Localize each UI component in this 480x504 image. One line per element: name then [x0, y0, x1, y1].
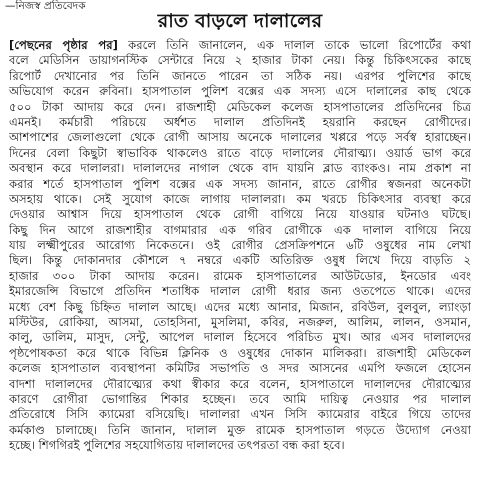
- article-line: প্রতিরোধে সিসি ক্যামেরা বসিয়েছি। দালালরা এখন সিসি ক্যামেরার বাইরে গিয়ে তাদের: [9, 407, 471, 422]
- article-line: অভিযোগ করেন রুবিনা। হাসপাতাল পুলিশ বক্সের এক সদস্য এসে দালালের কাছ থেকে: [9, 84, 471, 99]
- article-line: কলেজ হাসপাতাল ব্যবস্থাপনা কমিটির সভাপতি ও সদর আসনের এমপি ফজলে হোসেন: [9, 361, 471, 376]
- article-line: ইমারজেন্সি বিভাগে প্রতিদিন শতাধিক দালাল রোগী ধরার জন্য ওতপেতে থাকে। এদের: [9, 284, 471, 299]
- article-line: রিপোর্ট দেখানোর পর তিনি জানতে পারেন তা সঠিক নয়। এরপর পুলিশের কাছে: [9, 68, 471, 83]
- article-line: পৃষ্ঠপোষকতা করে থাকে বিভিন্ন ক্লিনিক ও ওষুধের দোকান মালিকরা। রাজশাহী মেডিকেল: [9, 345, 471, 360]
- article-body: [9, 38, 471, 454]
- article-line: কারণে রোগীরা ভোগান্তির শিকার হচ্ছেন। তবে আমি দায়িত্ব নেওয়ার পর দালাল: [9, 391, 471, 406]
- article-line: কালু, ডালিম, মাসুদ, সেন্টু, আপেল দালাল হিসেবে পরিচিত মুখ। আর এসব দালালদের: [9, 330, 471, 345]
- article-line: কর্মকাণ্ড চালাচ্ছে। তিনি জানান, দালাল মুক্ত রামেক হাসপাতাল গড়তে উদ্যোগ নেওয়া: [9, 422, 471, 437]
- article-line: অসহায় থাকে। সেই সুযোগ কাজে লাগায় দালালরা। কম খরচে চিকিৎসার ব্যবস্থা করে: [9, 191, 471, 206]
- article-line: দিনের বেলা কিছুটা স্বাভাবিক থাকলেও রাতে বাড়ে দালালের দৌরাত্ম্য। ওয়ার্ড ভাগ করে: [9, 145, 471, 160]
- article-line: মস্টিউর, রোকিয়া, আসমা, তোহসিনা, মুসলিমা, কবির, নজরুল, আলিম, লালন, ওসমান,: [9, 315, 471, 330]
- article-line: যায় লক্ষ্মীপুরের আরোগ্য নিকেতনে। ওই রোগীর প্রেসক্রিপশনে ৬টি ওষুধের নাম লেখা: [9, 238, 471, 253]
- article-line: আশপাশের জেলাগুলো থেকে রোগী আসায় অনেকে দালালের খপ্পরে পড়ে সর্বস্ব হারাচ্ছেন।: [9, 130, 471, 145]
- article-line: হচ্ছে। শিগগিরই পুলিশের সহযোগিতায় দালালদের তৎপরতা বন্ধ করা হবে।: [9, 438, 345, 453]
- article-line: বলে মেডিসিন ডায়াগনস্টিক সেন্টারে নিয়ে ২ হাজার টাকা নেয়। কিন্তু চিকিৎসকের কাছে: [9, 53, 471, 68]
- byline: —নিজস্ব প্রতিবেদক: [5, 0, 86, 12]
- article-line: এমনই। কর্মচারী পরিচয়ে অর্ধশত দালাল প্রতিদিনই হয়রানি করছেন রোগীদের।: [9, 114, 471, 129]
- article-line: [9, 38, 471, 53]
- article-line: করার শর্তে হাসপাতাল পুলিশ বক্সের এক সদস্য জানান, রাতে রোগীর স্বজনরা অনেকটা: [9, 176, 471, 191]
- article-line: দেওয়ার আশ্বাস দিয়ে হাসপাতাল থেকে রোগী বাগিয়ে নিয়ে যাওয়ার ঘটনাও ঘটছে।: [9, 207, 471, 222]
- article-line: কিছু দিন আগে রাজশাহীর বাগমারার এক গরিব রোগীকে এক দালাল বাগিয়ে নিয়ে: [9, 222, 471, 237]
- article-line: ছিল। কিন্তু দোকানদার কৌশলে ৭ নম্বরে একটি অতিরিক্ত ওষুধ লিখে দিয়ে বাড়তি ২: [9, 253, 471, 268]
- article-line: হাজার ৩০০ টাকা আদায় করেন। রামেক হাসপাতালের আউটডোর, ইনডোর এবং: [9, 268, 471, 283]
- article-line: ৫০০ টাকা আদায় করে দেন। রাজশাহী মেডিকেল কলেজ হাসপাতালের প্রতিদিনের চিত্র: [9, 99, 471, 114]
- article-line-text: করলে তিনি জানালেন, এক দালাল তাকে ভালো রিপোর্টের কথা: [117, 38, 471, 52]
- headline: রাত বাড়লে দালালের: [157, 10, 323, 32]
- article-line: বাদশা দালালদের দৌরাত্ম্যের কথা স্বীকার করে বলেন, হাসপাতালে দালালদের দৌরাত্ম্যের: [9, 376, 471, 391]
- article-line: মধ্যে বেশ কিছু চিহ্নিত দালাল আছে। এদের মধ্যে আনার, মিজান, রবিউল, বুলবুল, ল্যাংড়া: [9, 299, 471, 314]
- continued-tag: [পেছনের পৃষ্ঠার পর]: [9, 38, 118, 52]
- article-line: অবস্থান করে দালালরা। দালালদের নাগাল থেকে বাদ যায়নি ব্লাড ব্যাংকও। নাম প্রকাশ না: [9, 161, 471, 176]
